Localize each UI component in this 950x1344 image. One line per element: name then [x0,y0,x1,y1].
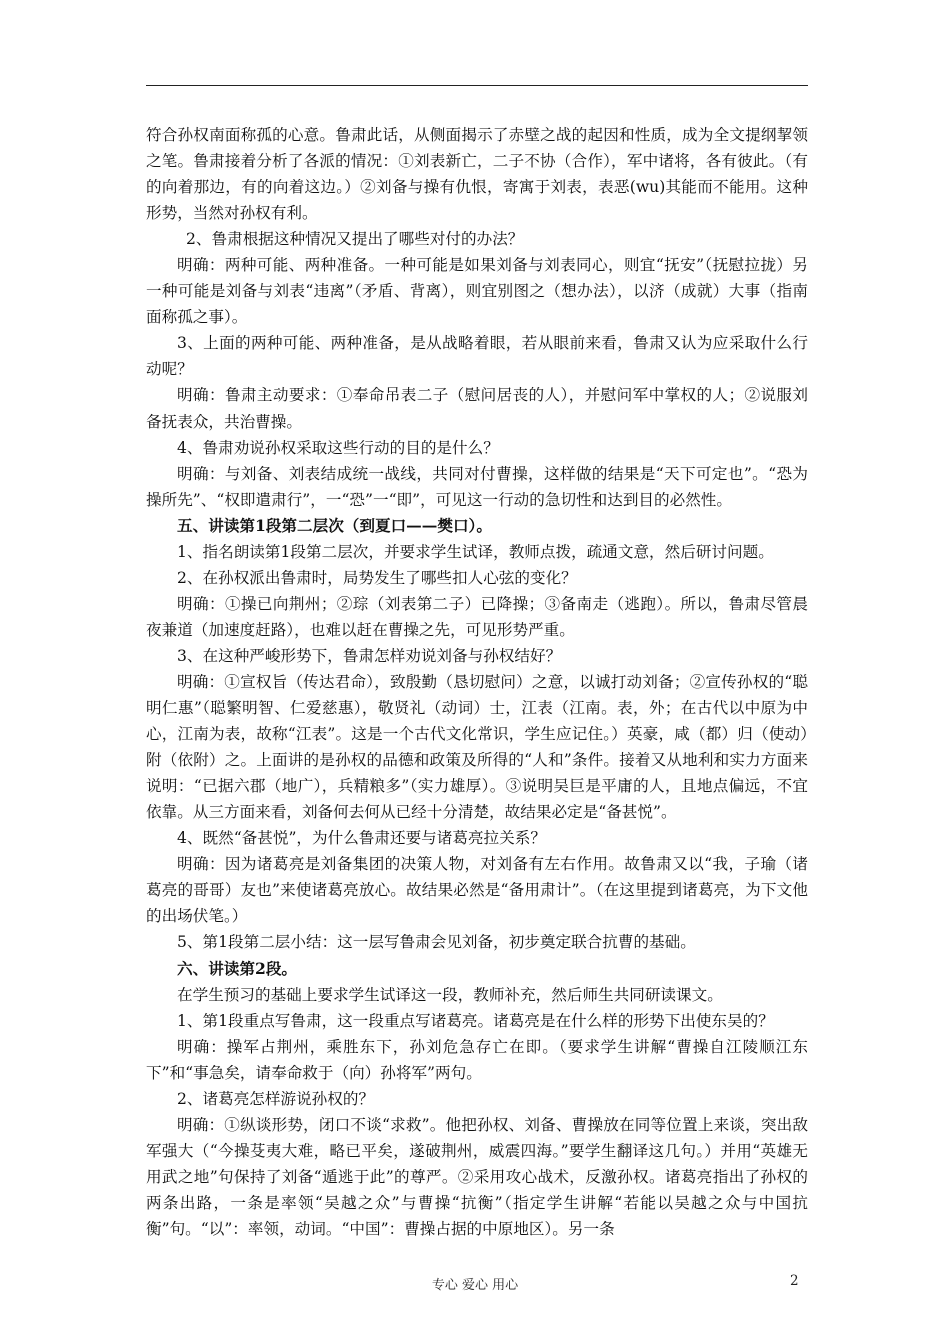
document-body [146,122,808,1242]
page-footer: 专心 爱心 用心 [431,1278,519,1293]
paragraph: 明确：①宣权旨（传达君命），致殷勤（恳切慰问）之意，以诚打动刘备；②宣传孙权的“聪明仁惠”（聪繁明智、仁爱慈惠），敬贤礼（动词）士，江表（江南。表，外；在古代以中原为中心，江南为表，故称“江表”。这是一个古代文化常识，学生应记住。）英豪，咸（都）归（使动）附（依附）之。上面讲的是孙权的品德和政策及所得的“人和”条件。接着又从地利和实力方面来说明：“已据六郡（地广），兵精粮多”（实力雄厚）。③说明吴巨是平庸的人，且地点偏远，不宜依靠。从三方面来看，刘备何去何从已经十分清楚，故结果必定是“备甚悦”。 [146,672,808,822]
paragraph: 4、既然“备甚悦”，为什么鲁肃还要与诸葛亮拉关系？ [177,829,546,848]
paragraph: 明确：因为诸葛亮是刘备集团的决策人物，对刘备有左右作用。故鲁肃又以“我，子瑜（诸葛亮的哥哥）友也”来使诸葛亮放心。故结果必然是“备用肃计”。（在这里提到诸葛亮，为下文他的出场伏笔。） [146,855,808,926]
section-heading: 五、讲读第1段第二层次（到夏口——樊口）。 [177,515,492,535]
paragraph: 4、鲁肃劝说孙权采取这些行动的目的是什么？ [177,438,499,457]
header-rule [146,85,808,86]
paragraph: 3、上面的两种可能、两种准备，是从战略着眼，若从眼前来看，鲁肃又认为应采取什么行动呢？ [146,334,808,379]
paragraph: 2、诸葛亮怎样游说孙权的？ [177,1089,375,1108]
paragraph: 明确：鲁肃主动要求：①奉命吊表二子（慰问居丧的人），并慰问军中掌权的人；②说服刘备抚表众，共治曹操。 [146,386,808,431]
paragraph: 符合孙权南面称孤的心意。鲁肃此话，从侧面揭示了赤壁之战的起因和性质，成为全文提纲挈领之笔。鲁肃接着分析了各派的情况：①刘表新亡，二子不协（合作），军中诸将，各有彼此。（有的向着那边，有的向着这边。）②刘备与操有仇恨，寄寓于刘表，表恶(wu)其能而不能用。这种形势，当然对孙权有利。 [146,126,808,223]
paragraph: 在学生预习的基础上要求学生试译这一段，教师补充，然后师生共同研读课文。 [177,985,723,1004]
paragraph: 明确：①操已向荆州；②琮（刘表第二子）已降操；③备南走（逃跑）。所以，鲁肃尽管晨夜兼道（加速度赶路），也难以赶在曹操之先，可见形势严重。 [146,594,808,639]
paragraph: 1、第1段重点写鲁肃，这一段重点写诸葛亮。诸葛亮是在什么样的形势下出使东吴的？ [177,1011,774,1030]
paragraph: 3、在这种严峻形势下，鲁肃怎样劝说刘备与孙权结好？ [177,646,562,665]
page-number: 2 [790,1273,799,1289]
paragraph: 明确：两种可能、两种准备。一种可能是如果刘备与刘表同心，则宜“抚安”（抚慰拉拢）另一种可能是刘备与刘表“违离”（矛盾、背离），则宜别图之（想办法），以济（成就）大事（指南面称孤之事）。 [146,256,808,327]
paragraph: 2、鲁肃根据这种情况又提出了哪些对付的办法？ [186,230,524,249]
paragraph: 明确：①纵谈形势，闭口不谈“求救”。他把孙权、刘备、曹操放在同等位置上来谈，突出敌军强大（“今操芟夷大难，略已平矣，遂破荆州，威震四海。”要学生翻译这几句。）并用“英雄无用武之地”句保持了刘备“遁逃于此”的尊严。②采用攻心战术，反激孙权。诸葛亮指出了孙权的两条出路，一条是率领“吴越之众”与曹操“抗衡”（指定学生讲解“若能以吴越之众与中国抗衡”句。“以”：率领，动词。“中国”：曹操占据的中原地区）。另一条 [146,1115,808,1238]
paragraph: 2、在孙权派出鲁肃时，局势发生了哪些扣人心弦的变化？ [177,568,577,587]
paragraph: 明确：操军占荆州，乘胜东下，孙刘危急存亡在即。（要求学生讲解“曹操自江陵顺江东下”和“事急矣，请奉命救于（向）孙将军”两句。 [146,1037,808,1082]
paragraph: 明确：与刘备、刘表结成统一战线，共同对付曹操，这样做的结果是“天下可定也”。“恐为操所先”、“权即遣肃行”，一“恐”一“即”，可见这一行动的急切性和达到目的必然性。 [146,464,808,509]
paragraph: 5、第1段第二层小结：这一层写鲁肃会见刘备，初步奠定联合抗曹的基础。 [177,933,696,952]
paragraph: 1、指名朗读第1段第二层次，并要求学生试译，教师点拨，疏通文意，然后研讨问题。 [177,542,774,561]
section-heading: 六、讲读第2段。 [177,958,298,978]
